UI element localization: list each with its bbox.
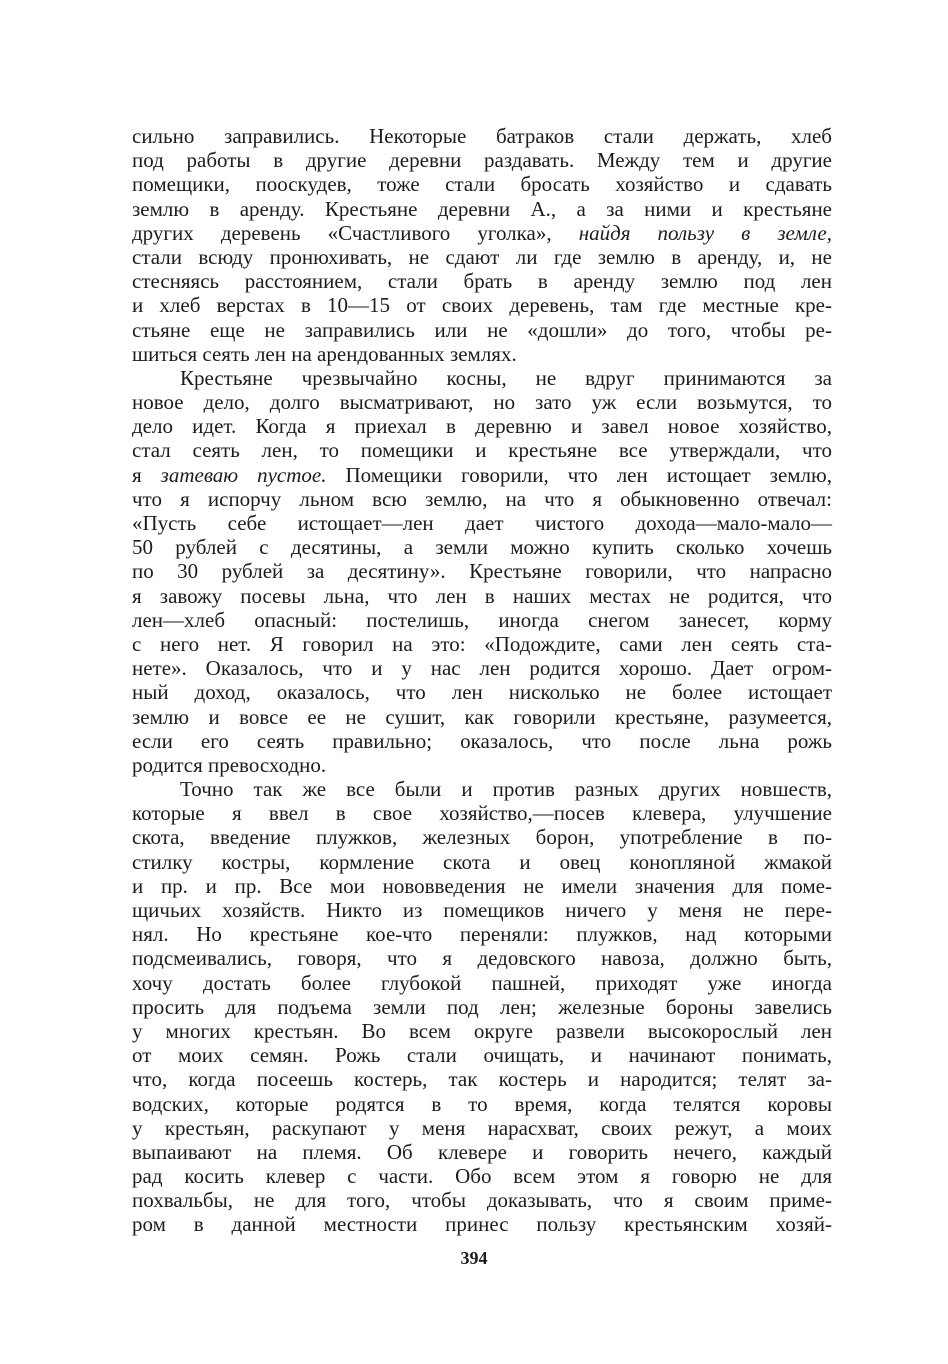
- text-line: выпаивают на племя. Об клевере и говорить нечего, каждый: [132, 1139, 832, 1164]
- text-line: похвальбы, не для того, чтобы доказывать, что я своим приме-: [132, 1188, 832, 1213]
- text-line: у многих крестьян. Во всем округе развели высокорослый лен: [132, 1018, 832, 1043]
- text-line: сильно заправились. Некоторые батраков стали держать, хлеб: [132, 124, 832, 148]
- text-line: Крестьяне чрезвычайно косны, не вдруг принимаются за: [180, 365, 832, 390]
- text-line: если его сеять правильно; оказалось, что после льна рожь: [132, 728, 832, 753]
- text-line: скота, введение плужков, железных борон, употребление в по-: [132, 825, 832, 850]
- text-line: щичьих хозяйств. Никто из помещиков ничего у меня не пере-: [132, 898, 832, 922]
- text-line: стесняясь расстоянием, стали брать в аренду землю под лен: [132, 269, 832, 294]
- paragraph-1: [132, 124, 832, 366]
- text-line: помещики, пооскудев, тоже стали бросать хозяйство и сдавать: [132, 172, 832, 197]
- text-line: водских, которые родятся в то время, когда телятся коровы: [132, 1091, 832, 1116]
- text-line: под работы в другие деревни раздавать. Между тем и другие: [132, 148, 832, 173]
- text-line: Точно так же все были и против разных других новшеств,: [180, 777, 832, 802]
- text-line: которые я ввел в свое хозяйство,—посев клевера, улучшение: [132, 801, 832, 826]
- text-line: дело идет. Когда я приехал в деревню и завел новое хозяйство,: [132, 414, 832, 439]
- text-line: что, когда посеешь костерь, так костерь и народится; телят за-: [132, 1067, 832, 1092]
- text-line: нял. Но крестьяне кое-что переняли: плужков, над которыми: [132, 922, 832, 947]
- text-line: стилку костры, кормление скота и овец конопляной жмакой: [132, 849, 832, 874]
- text-line: хочу достать более глубокой пашней, приходят уже иногда: [132, 970, 832, 995]
- text-line: [132, 221, 832, 245]
- text-line: от моих семян. Рожь стали очищать, и начинают понимать,: [132, 1043, 832, 1068]
- text-line: по 30 рублей за десятину». Крестьяне говорили, что напрасно: [132, 559, 832, 584]
- text-segment: других деревень «Счастливого уголка»,: [132, 220, 579, 245]
- text-line: 50 рублей с десятины, а земли можно купить сколько хочешь: [132, 535, 832, 560]
- text-line: шиться сеять лен на арендованных землях.: [132, 341, 517, 366]
- text-line: и хлеб верстах в 10—15 от своих деревень, там где местные кре-: [132, 293, 832, 318]
- text-line: просить для подъема земли под лен; железные бороны завелись: [132, 994, 832, 1019]
- text-line: нете». Оказалось, что и у нас лен родится хорошо. Дает огром-: [132, 656, 832, 681]
- text-line: стал сеять лен, то помещики и крестьяне все утверждали, что: [132, 438, 832, 463]
- text-line: ром в данной местности принес пользу крестьянским хозяй-: [132, 1212, 832, 1237]
- text-line: и пр. и пр. Все мои нововведения не имели значения для поме-: [132, 873, 832, 898]
- paragraph-3: [132, 777, 832, 1237]
- page-number: 394: [460, 1248, 488, 1268]
- text-line: землю и вовсе ее не сушит, как говорили крестьяне, разумеется,: [132, 704, 832, 729]
- text-line: что я испорчу льном всю землю, на что я обыкновенно отвечал:: [132, 486, 832, 511]
- text-line: землю в аренду. Крестьяне деревни А., а за ними и крестьяне: [132, 196, 832, 221]
- text-line: стьяне еще не заправились или не «дошли» до того, чтобы ре-: [132, 317, 832, 342]
- text-line: «Пусть себе истощает—лен дает чистого дохода—мало-мало—: [132, 511, 832, 535]
- text-line: стали всюду пронюхивать, не сдают ли где землю в аренду, и, не: [132, 244, 832, 269]
- italic-phrase: найдя пользу в земле,: [578, 220, 832, 245]
- text-segment: я: [132, 462, 161, 487]
- page-text: [132, 124, 832, 1237]
- text-line: ный доход, оказалось, что лен нисколько не более истощает: [132, 680, 832, 705]
- text-line: родится превосходно.: [132, 752, 327, 777]
- text-line: лен—хлеб опасный: постелишь, иногда снегом занесет, корму: [132, 607, 832, 632]
- text-line: у крестьян, раскупают у меня нарасхват, своих режут, а моих: [132, 1115, 832, 1140]
- text-line: новое дело, долго высматривают, но зато уж если возьмутся, то: [132, 390, 832, 415]
- text-line: подсмеивались, говоря, что я дедовского навоза, должно быть,: [132, 946, 832, 971]
- italic-phrase: затеваю пустое.: [160, 462, 327, 487]
- text-line: я завожу посевы льна, что лен в наших местах не родится, что: [132, 583, 832, 608]
- paragraph-2: [132, 366, 832, 777]
- text-line: с него нет. Я говорил на это: «Подождите, сами лен сеять ста-: [132, 631, 832, 656]
- text-line: [132, 463, 832, 487]
- text-segment: Помещики говорили, что лен истощает землю,: [326, 462, 832, 487]
- text-line: рад косить клевер с части. Обо всем этом я говорю не для: [132, 1164, 832, 1189]
